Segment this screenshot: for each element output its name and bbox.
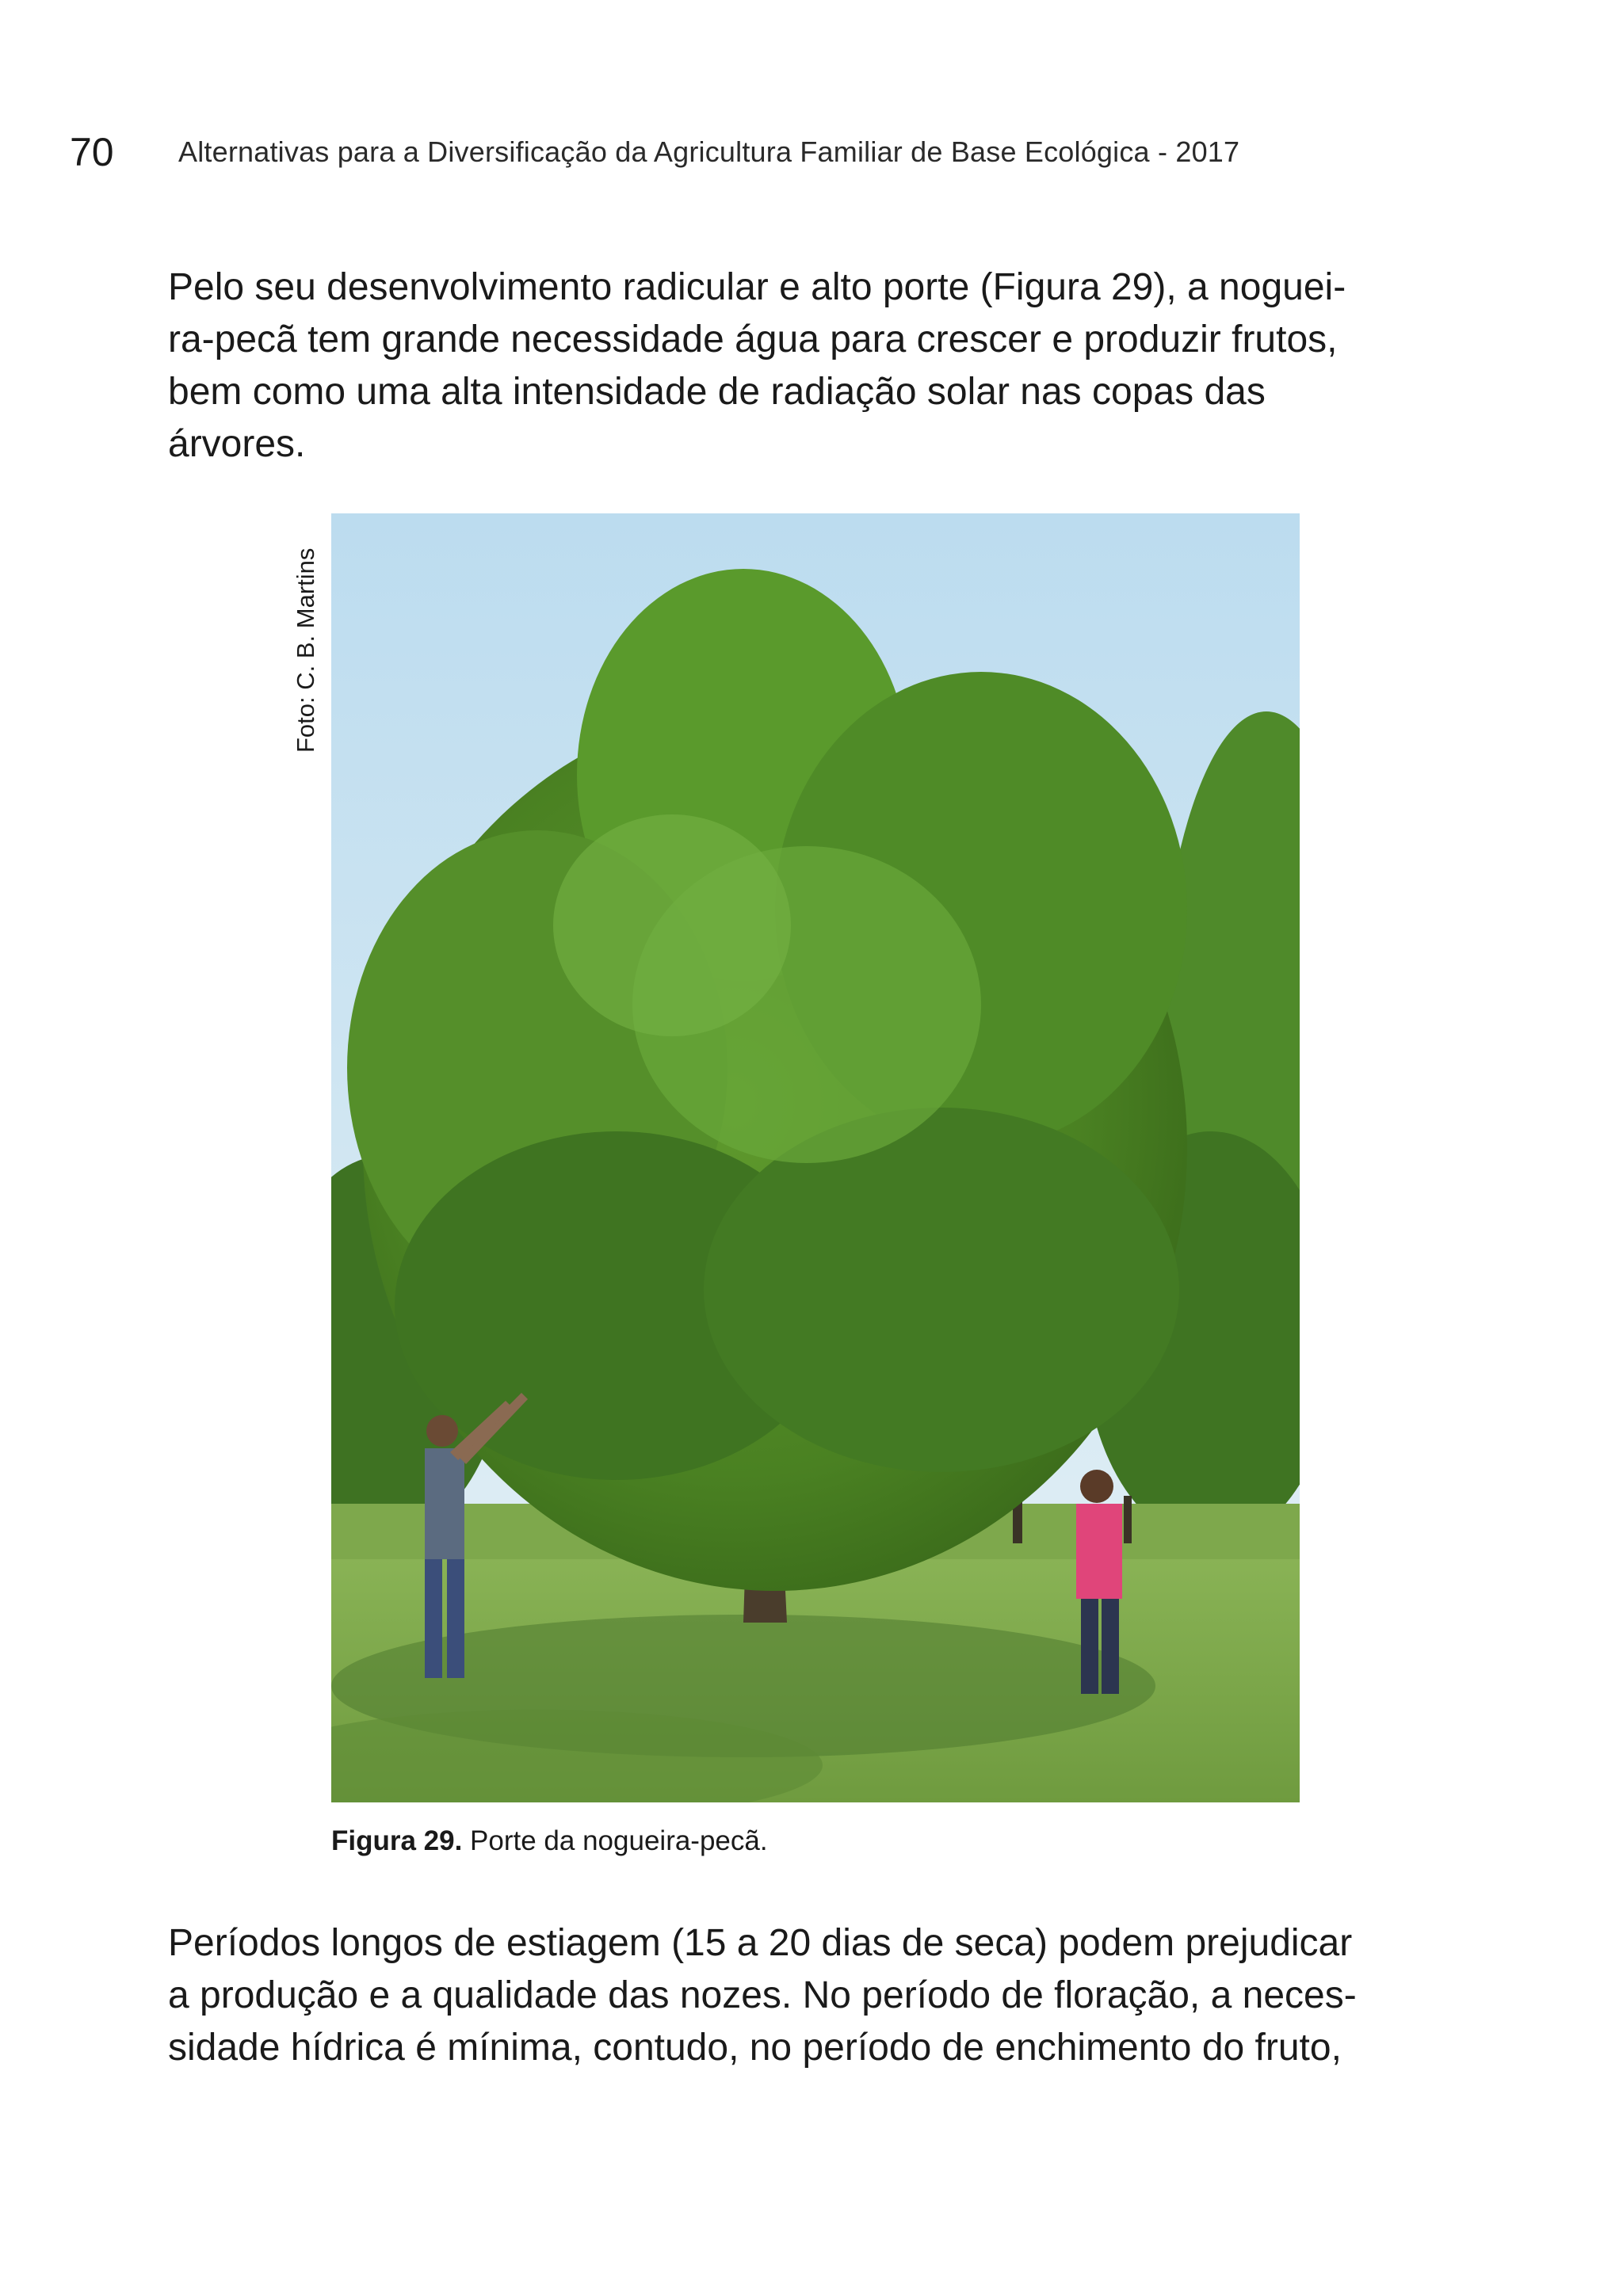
paragraph-line: a produção e a qualidade das nozes. No período de floração, a neces- (168, 1974, 1357, 2016)
paragraph-line: ra-pecã tem grande necessidade água para crescer e produzir frutos, (168, 318, 1338, 360)
pecan-tree-photo (331, 513, 1300, 1802)
body-paragraph-2 (168, 1917, 1468, 2074)
running-header: Alternativas para a Diversificação da Agricultura Familiar de Base Ecológica - 2017 (178, 135, 1240, 168)
paragraph-line: bem como uma alta intensidade de radiação solar nas copas das (168, 371, 1266, 413)
figure-caption (331, 1824, 768, 1859)
page-number: 70 (70, 130, 114, 174)
photo-credit: Foto: C. B. Martins (292, 547, 319, 753)
paragraph-line: sidade hídrica é mínima, contudo, no período de enchimento do fruto, (168, 2027, 1342, 2069)
caption-label: Figura 29. (331, 1825, 463, 1856)
paragraph-line: árvores. (168, 423, 306, 465)
paragraph-line: Períodos longos de estiagem (15 a 20 dias de seca) podem prejudicar (168, 1922, 1353, 1964)
body-paragraph-1 (168, 261, 1468, 471)
figure-photo (331, 513, 1300, 1802)
paragraph-line: Pelo seu desenvolvimento radicular e alto porte (Figura 29), a noguei- (168, 266, 1346, 308)
caption-text: Porte da nogueira-pecã. (462, 1825, 768, 1856)
